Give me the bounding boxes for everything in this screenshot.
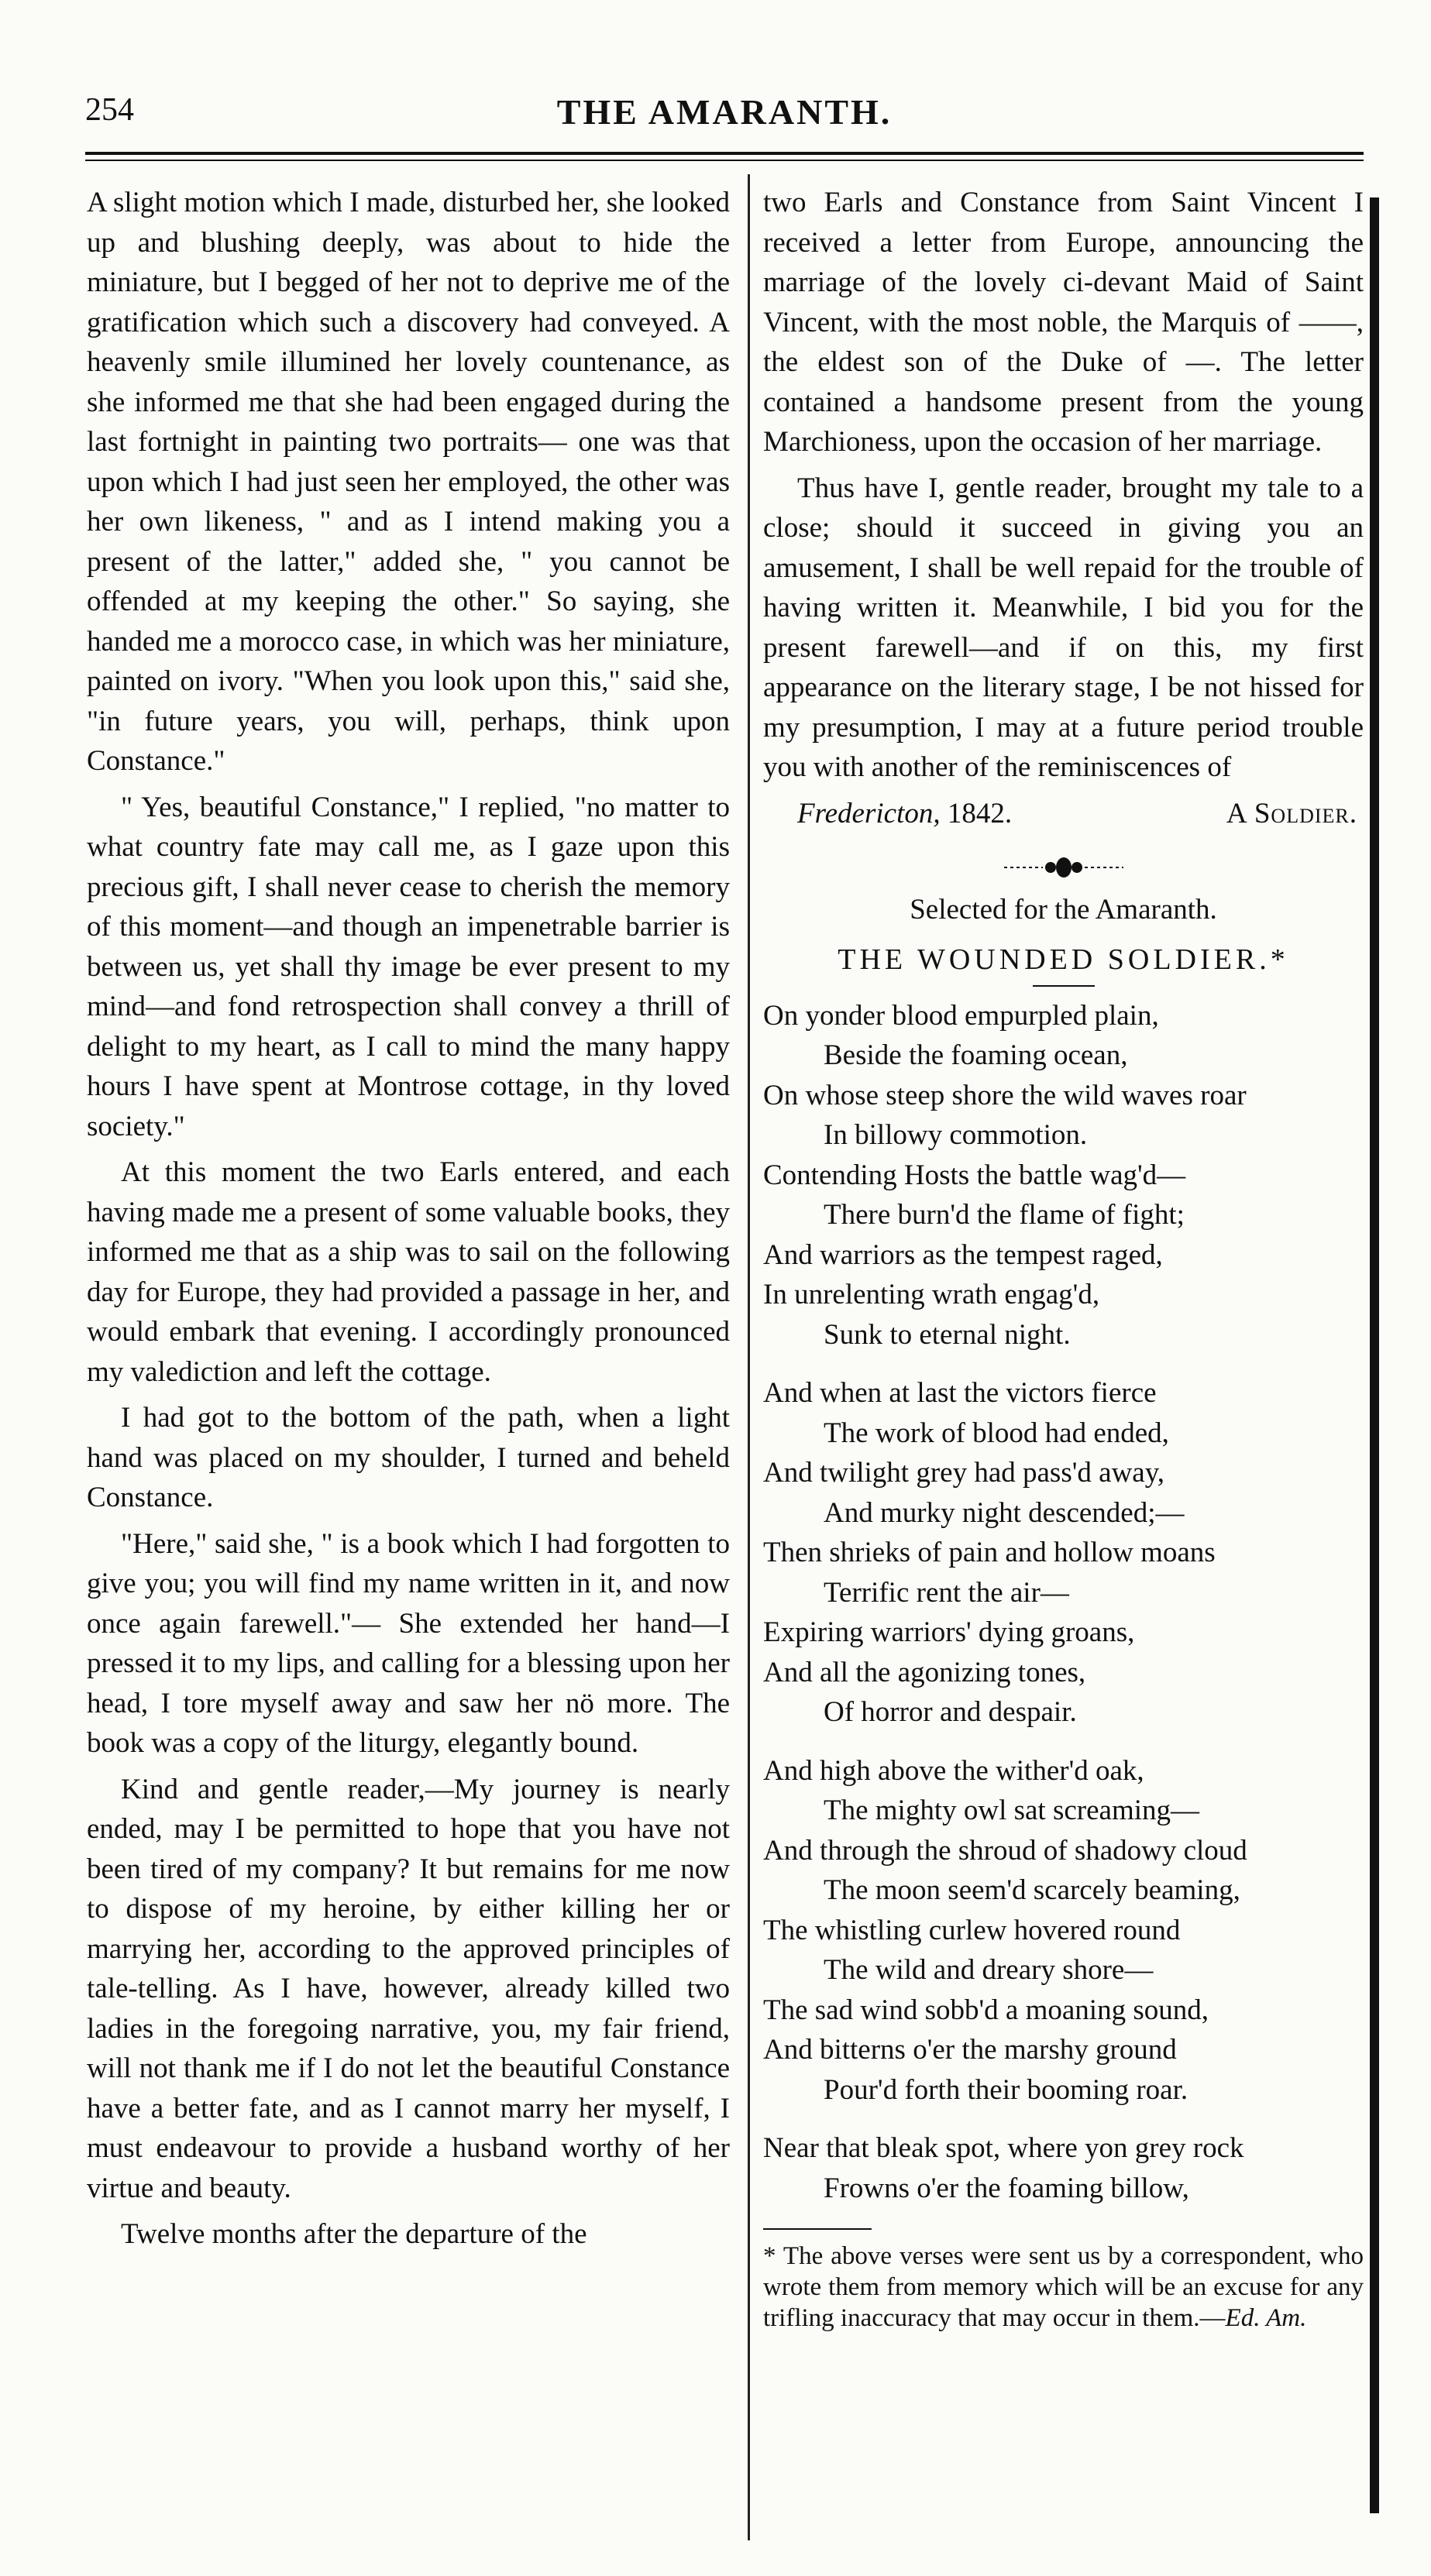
ornament-flourish-icon (763, 853, 1364, 884)
poem-line: Then shrieks of pain and hollow moans (763, 1537, 1216, 1568)
header-rule-thick (85, 152, 1364, 155)
poem-line: And high above the wither'd oak, (763, 1754, 1144, 1787)
footnote-text: * The above verses were sent us by a correspondent, who wrote them from memory which will be an excuse for any trifling inaccuracy that may occur in them.— (763, 2242, 1364, 2332)
poem-stanza (763, 1373, 1364, 1733)
poem-line: Terrific rent the air— (824, 1576, 1069, 1609)
poem-line: The wild and dreary shore— (824, 1954, 1154, 1986)
paragraph: "Here," said she, " is a book which I had forgotten to give you; you will find my name written in it, and now once again farewell."— She extended her hand—I pressed it to my lips, and calling for a blessing upon her head, I tore myself away and saw her nö more. The book was a copy of the liturgy, elegantly bound. (87, 1527, 730, 1759)
page-edge-shadow (1370, 197, 1379, 2513)
story-conclusion (763, 183, 1364, 788)
paragraph: Kind and gentle reader,—My journey is nearly ended, may I be permitted to hope that you have not been tired of my company? It but remains for me now to dispose of my heroine, by either killing her or marrying her, according to the approved principles of tale-telling. As I have, however, already killed two ladies in the foregoing narrative, you, my fair friend, will not thank me if I do not let the beautiful Constance have a better fate, and as I cannot marry her myself, I must endeavour to provide a husband worthy of her virtue and beauty. (87, 1773, 730, 2204)
poem-line: The work of blood had ended, (824, 1417, 1169, 1449)
poem-line: And when at last the victors fierce (763, 1377, 1157, 1409)
poem-line: In unrelenting wrath engag'd, (763, 1279, 1100, 1310)
poem-line: The moon seem'd scarcely beaming, (824, 1874, 1240, 1906)
poem-line: In billowy commotion. (824, 1119, 1088, 1151)
poem-stanza (763, 1751, 1364, 2111)
poem-line: The mighty owl sat screaming— (824, 1795, 1200, 1826)
poem-stanza (763, 2128, 1364, 2208)
poem-line: And all the agonizing tones, (763, 1656, 1086, 1688)
column-divider (748, 174, 750, 2540)
poem-line: And warriors as the tempest raged, (763, 1238, 1163, 1271)
poem-line: Pour'd forth their booming roar. (824, 2073, 1188, 2106)
poem-title: THE WOUNDED SOLDIER.* (838, 943, 1289, 976)
poem-line: Expiring warriors' dying groans, (763, 1616, 1135, 1648)
page-header (85, 91, 1364, 146)
paragraph: " Yes, beautiful Constance," I replied, "no matter to what country fate may call me, as I gaze upon this precious gift, I shall never cease to cherish the memory of this moment—and though an impenetrable barrier is between us, yet shall thy image be ever present to my mind—and fond retrospection shall convey a thrill of delight to my heart, as I call to mind the many happy hours I have spent at Montrose cottage, in thy loved society." (87, 791, 730, 1142)
poem-line: And through the shroud of shadowy cloud (763, 1834, 1247, 1867)
right-column (763, 183, 1364, 2334)
poem-line: There burn'd the flame of fight; (824, 1199, 1185, 1231)
poem-stanza (763, 996, 1364, 1355)
ornament-svg (998, 854, 1130, 881)
title-rule (1033, 985, 1095, 987)
poem-line: Contending Hosts the battle wag'd— (763, 1159, 1186, 1191)
signature-place: Fredericton, 1842. (797, 797, 1013, 829)
poem-line: And twilight grey had pass'd away, (763, 1457, 1165, 1489)
left-column (87, 183, 730, 2261)
signature (763, 794, 1364, 839)
poem-line: On whose steep shore the wild waves roar (763, 1079, 1247, 1111)
paragraph: two Earls and Constance from Saint Vincent I received a letter from Europe, announcing the marriage of the lovely ci-devant Maid of Saint Vincent, with the most noble, the Marquis of ——, the eldest son of the Duke of —. The letter contained a handsome present from the young Marchioness, upon the occasion of her marriage. (763, 187, 1364, 458)
header-rule-thin (85, 160, 1364, 161)
poem-line: The whistling curlew hovered round (763, 1914, 1181, 1946)
poem-line: Of horror and despair. (824, 1696, 1077, 1728)
paragraph: At this moment the two Earls entered, and each having made me a present of some valuable books, they informed me that as a ship was to sail on the following day for Europe, they had provided a passage in her, and would embark that evening. I accordingly pronounced my valediction and left the cottage. (87, 1156, 730, 1388)
poem-line: Sunk to eternal night. (824, 1318, 1071, 1351)
selected-note: Selected for the Amaranth. (910, 893, 1217, 926)
poem-body (763, 996, 1364, 2209)
footnote (763, 2241, 1364, 2334)
paragraph: A slight motion which I made, disturbed her, she looked up and blushing deeply, was about to hide the miniature, but I begged of her not to deprive me of the gratification which such a discovery had conveyed. A heavenly smile illumined her lovely countenance, as she informed me that she had been engaged during the last fortnight in painting two portraits— one was that upon which I had just seen her employed, the other was her own likeness, " and as I intend making you a present of the latter," added she, " you cannot be offended at my keeping the other." So saying, she handed me a morocco case, in which was her miniature, painted on ivory. "When you look upon this," said she, "in future years, you will, perhaps, think upon Constance." (87, 187, 730, 777)
signature-date: 1842. (947, 797, 1013, 829)
paragraph: I had got to the bottom of the path, when a light hand was placed on my shoulder, I turned and beheld Constance. (87, 1402, 730, 1513)
paragraph: Twelve months after the departure of the (121, 2218, 587, 2250)
poem-line: The sad wind sobb'd a moaning sound, (763, 1994, 1209, 2026)
poem-line: And bitterns o'er the marshy ground (763, 2034, 1177, 2066)
signature-author: A Soldier. (1226, 797, 1357, 829)
poem-line: And murky night descended;— (824, 1496, 1185, 1529)
paragraph: Thus have I, gentle reader, brought my tale to a close; should it succeed in giving you an amusement, I shall be well repaid for the trouble of having written it. Meanwhile, I bid you for the present farewell—and if on this, my first appearance on the literary stage, I be not hissed for my presumption, I may at a future period trouble you with another of the reminiscences of (763, 472, 1364, 783)
poem-line: Near that bleak spot, where yon grey rock (763, 2132, 1244, 2164)
footnote-credit: Ed. Am. (1225, 2304, 1307, 2332)
footnote-rule (763, 2228, 872, 2230)
running-head: THE AMARANTH. (556, 92, 893, 132)
poem-line: On yonder blood empurpled plain, (763, 999, 1159, 1032)
page-number: 254 (85, 92, 134, 128)
poem-line: Beside the foaming ocean, (824, 1039, 1128, 1071)
poem-line: Frowns o'er the foaming billow, (824, 2172, 1189, 2204)
